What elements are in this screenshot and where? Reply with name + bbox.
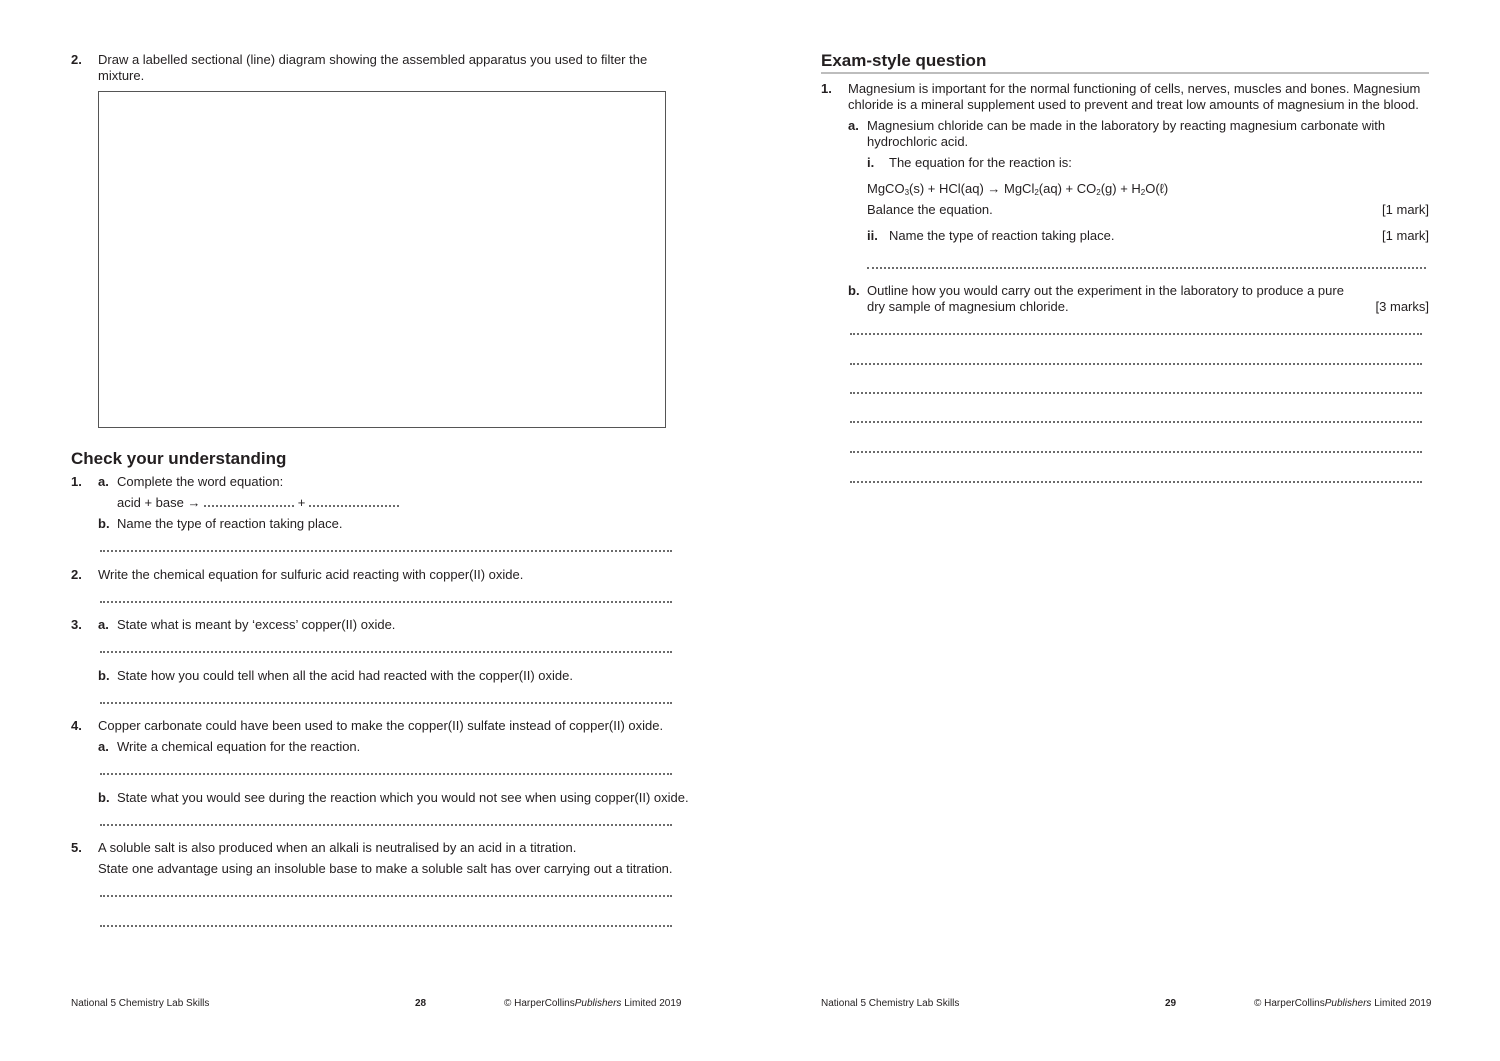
question-number: 1.: [821, 81, 832, 96]
part-label: a.: [848, 118, 859, 133]
question-text: Draw a labelled sectional (line) diagram showing the assembled apparatus you used to filter the: [98, 52, 648, 67]
question-number: 3.: [71, 617, 82, 632]
part-label: a.: [98, 474, 109, 489]
section-heading: Check your understanding: [71, 449, 287, 468]
answer-line[interactable]: [867, 267, 1426, 269]
chemical-equation: MgCO$_3$(s) + HCl(aq) → MgCl$_2$(aq) + $CO_2(g)$ + $H_2O(\ell)$: [867, 181, 1169, 197]
question-text: State how you could tell when all the acid had reacted with the copper(II) oxide.: [117, 668, 573, 683]
part-label: b.: [98, 790, 110, 805]
part-label: i.: [867, 155, 875, 170]
answer-blank[interactable]: [204, 497, 294, 507]
question-text: dry sample of magnesium chloride.: [867, 299, 1069, 314]
question-number: 5.: [71, 840, 82, 855]
page-number: 28: [415, 998, 427, 1009]
equation-start: acid + base →: [117, 495, 201, 510]
question-text: hydrochloric acid.: [867, 134, 969, 149]
question-number: 2.: [71, 567, 82, 582]
footer-copyright: © HarperCollinsPublishers Limited 2019: [504, 998, 682, 1009]
question-text: Magnesium chloride can be made in the laboratory by reacting magnesium carbonate with: [867, 118, 1386, 133]
footer-title: National 5 Chemistry Lab Skills: [71, 998, 210, 1009]
question-text: Copper carbonate could have been used to make the copper(II) sulfate instead of copper(II) oxide.: [98, 718, 664, 733]
answer-line[interactable]: [850, 451, 1422, 453]
question-text: State what is meant by ‘excess’ copper(II) oxide.: [117, 617, 396, 632]
question-text: Balance the equation.: [867, 202, 993, 217]
answer-line[interactable]: [100, 550, 672, 552]
heading-rule: [821, 72, 1429, 74]
answer-line[interactable]: [100, 925, 672, 927]
question-text: Magnesium is important for the normal functioning of cells, nerves, muscles and bones. Magnesium: [848, 81, 1421, 96]
answer-line[interactable]: [100, 824, 672, 826]
part-label: a.: [98, 739, 109, 754]
question-text: Outline how you would carry out the experiment in the laboratory to produce a pure: [867, 283, 1344, 298]
word-equation: [117, 495, 399, 511]
question-text: State what you would see during the reaction which you would not see when using copper(II) oxide.: [117, 790, 689, 805]
part-label: a.: [98, 617, 109, 632]
answer-line[interactable]: [100, 702, 672, 704]
answer-blank[interactable]: [309, 497, 399, 507]
question-text: Complete the word equation:: [117, 474, 284, 489]
part-label: b.: [98, 668, 110, 683]
marks-label: [1 mark]: [1382, 202, 1429, 217]
answer-line[interactable]: [850, 392, 1422, 394]
question-text: State one advantage using an insoluble base to make a soluble salt has over carrying out a titration.: [98, 861, 673, 876]
equation-plus: +: [297, 495, 306, 510]
question-text: chloride is a mineral supplement used to prevent and treat low amounts of magnesium in the blood.: [848, 97, 1419, 112]
question-text: Name the type of reaction taking place.: [889, 228, 1115, 243]
answer-line[interactable]: [100, 651, 672, 653]
question-text: Name the type of reaction taking place.: [117, 516, 343, 531]
answer-line[interactable]: [850, 333, 1422, 335]
marks-label: [1 mark]: [1382, 228, 1429, 243]
question-text: A soluble salt is also produced when an alkali is neutralised by an acid in a titration.: [98, 840, 577, 855]
footer-copyright: © HarperCollinsPublishers Limited 2019: [1254, 998, 1432, 1009]
question-number: 4.: [71, 718, 82, 733]
part-label: b.: [98, 516, 110, 531]
answer-line[interactable]: [850, 421, 1422, 423]
part-label: ii.: [867, 228, 878, 243]
part-label: b.: [848, 283, 860, 298]
question-text: mixture.: [98, 68, 145, 83]
diagram-drawing-box[interactable]: [98, 91, 666, 428]
page-number: 29: [1165, 998, 1177, 1009]
answer-line[interactable]: [850, 363, 1422, 365]
answer-line[interactable]: [100, 895, 672, 897]
answer-line[interactable]: [100, 601, 672, 603]
section-heading: Exam-style question: [821, 51, 987, 70]
question-number: 2.: [71, 52, 82, 67]
marks-label: [3 marks]: [1375, 299, 1429, 314]
question-number: 1.: [71, 474, 82, 489]
answer-line[interactable]: [850, 481, 1422, 483]
question-text: The equation for the reaction is:: [889, 155, 1072, 170]
footer-title: National 5 Chemistry Lab Skills: [821, 998, 960, 1009]
question-text: Write the chemical equation for sulfuric acid reacting with copper(II) oxide.: [98, 567, 524, 582]
answer-line[interactable]: [100, 773, 672, 775]
question-text: Write a chemical equation for the reaction.: [117, 739, 361, 754]
